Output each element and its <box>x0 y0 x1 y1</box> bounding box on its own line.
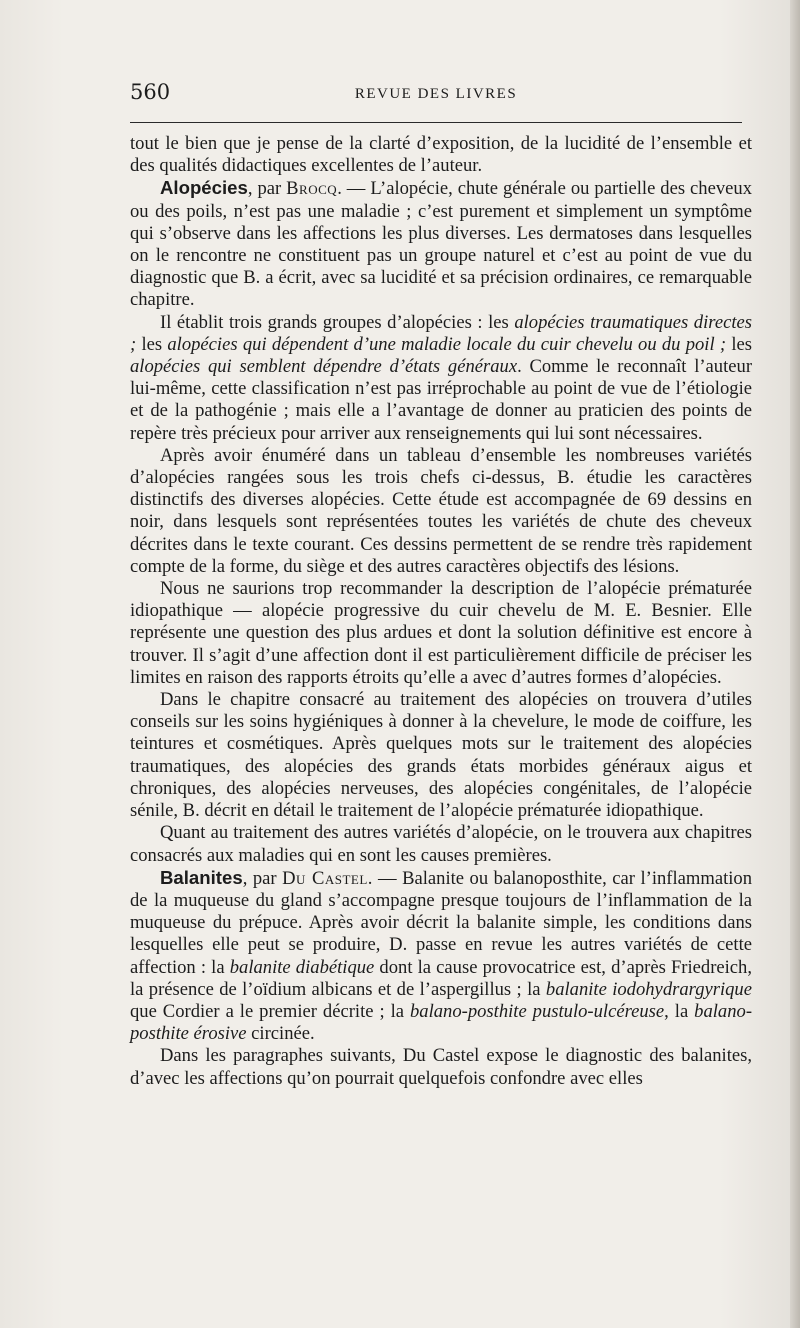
page-header <box>130 78 742 112</box>
paragraph-tableau: Après avoir énuméré dans un tableau d’ensemble les nombreuses variétés d’alopécies rangées sous les trois chefs ci-dessus, B. étudie les caractères distinctifs des diverses alopécies. Cette étude est accompagnée de 69 dessins en noir, dans lesquels sont représentées toutes les variétés de chute des cheveux décrites dans le texte courant. Ces dessins permettent de se rendre très rapidement compte de la forme, du siège et des autres caractères objectifs des lésions. <box>130 444 752 577</box>
article-body <box>130 133 752 1090</box>
header-rule <box>130 122 742 123</box>
paragraph-alopecie-prematuree: Nous ne saurions trop recommander la description de l’alopécie prématurée idiopathique — alopécie progressive du cuir chevelu de M. E. Besnier. Elle représente une question des plus ardues et dont la solution définitive est encore à trouver. Il s’agit d’une affection dont il est particulièrement difficile de préciser les limites en raison des rapports étroits qu’elle a avec d’autres formes d’alopécies. <box>130 578 752 688</box>
page-number: 560 <box>130 80 171 104</box>
running-title: REVUE DES LIVRES <box>354 86 518 102</box>
paragraph-balanites: Balanites, par Du Castel. — Balanite ou balanoposthite, car l’inflammation de la muqueuse du gland s’accompagne presque toujours de l’inflammation de la muqueuse du prépuce. Après avoir décrit la balanite simple, les conditions dans lesquelles elle peut se produire, D. passe en revue les autres variétés de cette affection : la balanite diabétique dont la cause provocatrice est, d’après Friedreich, la présence de l’oïdium albicans et de l’aspergillus ; la balanite iodohydrargyrique que Cordier a le premier décrite ; la balano-posthite pustulo-ulcéreuse, la balano-posthite érosive circinée. <box>130 866 753 1045</box>
paragraph-diagnostic: Dans les paragraphes suivants, Du Castel expose le diagnostic des balanites, d’avec les affections qu’on pourrait quelquefois confondre avec elles <box>130 1045 752 1089</box>
paragraph-groupes: Il établit trois grands groupes d’alopécies : les alopécies traumatiques directes ; les alopécies qui dépendent d’une maladie locale du cuir chevelu ou du poil ; les alopécies qui semblent dépendre d’états généraux. Comme le reconnaît l’auteur lui-même, cette classification n’est pas irréprochable au point de vue de l’étiologie et de la pathogénie ; mais elle a l’avantage de donner au praticien des points de repère très précieux pour arriver aux renseignements qui lui sont nécessaires. <box>130 311 753 444</box>
paragraph-traitement: Dans le chapitre consacré au traitement des alopécies on trouvera d’utiles conseils sur les soins hygiéniques à donner à la chevelure, le mode de coiffure, les teintures et cosmétiques. Après quelques mots sur le traitement des alopécies traumatiques, des alopécies des grands états morbides généraux aigus et chroniques, des alopécies nerveuses, des alopécies congénitales, de l’alopécie sénile, B. décrit en détail le traitement de l’alopécie prématurée idiopathique. <box>130 689 752 822</box>
section-heading-balanites: Balanites <box>160 866 243 888</box>
paragraph-autres-varietes: Quant au traitement des autres variétés d’alopécie, on le trouvera aux chapitres consacrés aux maladies qui en sont les causes premières. <box>130 822 752 866</box>
paragraph-alopecies: Alopécies, par Brocq. — L’alopécie, chute générale ou partielle des cheveux ou des poils, n’est pas une maladie ; c’est purement et simplement un symptôme qui s’observe dans les affections les plus diverses. Les dermatoses dans lesquelles on le rencontre ne constituent pas un groupe naturel et c’est au point de vue du diagnostic que B. a écrit, avec sa lucidité et sa précision ordinaires, ce remarquable chapitre. <box>130 177 752 311</box>
paragraph-continuation: tout le bien que je pense de la clarté d’exposition, de la lucidité de l’ensemble et des qualités didactiques excellentes de l’auteur. <box>130 133 752 177</box>
page-edge-shadow <box>790 0 800 1328</box>
author-du-castel: Du Castel <box>282 867 368 889</box>
author-brocq: Brocq <box>286 178 338 200</box>
section-heading-alopecies: Alopécies <box>160 177 248 199</box>
